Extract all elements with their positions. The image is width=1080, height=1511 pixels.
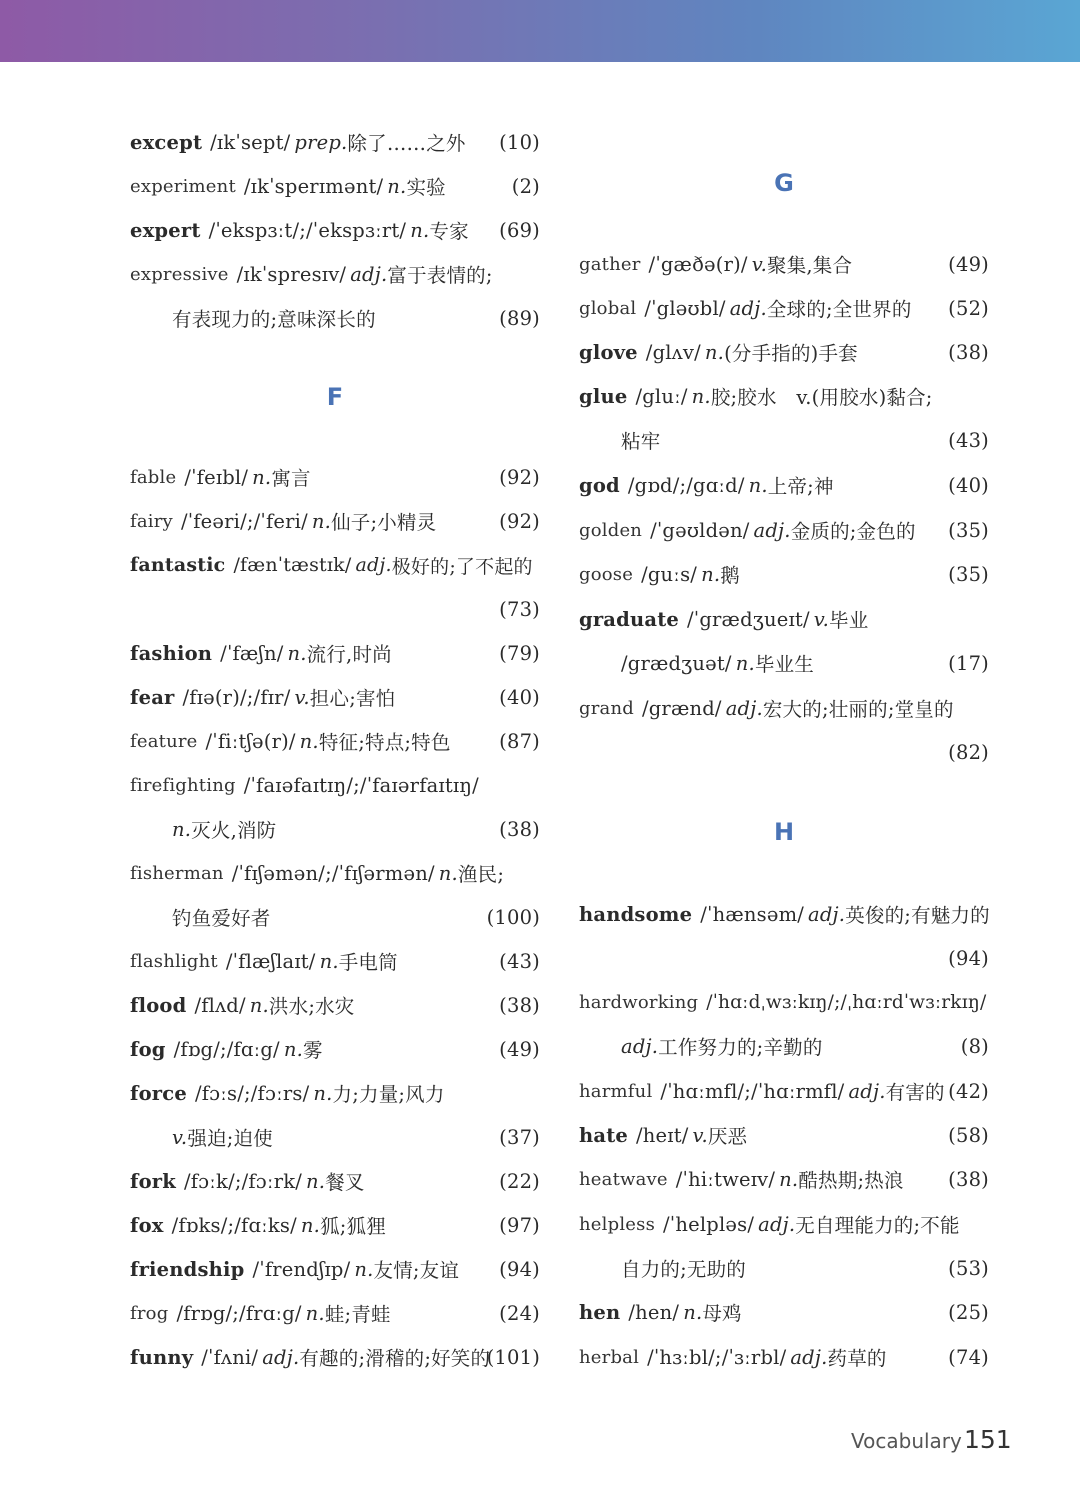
part-of-speech: adj. — [790, 1345, 828, 1369]
part-of-speech: n. — [438, 861, 458, 885]
page-ref: (38) — [499, 817, 540, 841]
phonetic: /ˈhelpləs/ — [663, 1212, 755, 1236]
page-ref: (58) — [948, 1123, 989, 1147]
entry-line — [130, 1034, 540, 1064]
phonetic: /ˈflæʃlaɪt/ — [225, 949, 316, 973]
definition: 厌恶 — [707, 1125, 748, 1148]
headword: frog — [130, 1302, 169, 1324]
phonetic: /ˈhɑːmfl/;/ˈhɑːrmfl/ — [660, 1079, 845, 1103]
page-ref: (100) — [486, 905, 540, 929]
page-ref: (2) — [511, 174, 540, 198]
phonetic: /ˈhænsəm/ — [700, 902, 805, 926]
definition: 寓言 — [271, 467, 311, 490]
entry-line — [130, 303, 540, 333]
phonetic: /glʌv/ — [645, 340, 701, 364]
page-ref: (37) — [499, 1125, 540, 1149]
phonetic: /ˈekspɜːt/;/ˈekspɜːrt/ — [208, 218, 407, 242]
phonetic: /fɒks/;/fɑːks/ — [171, 1213, 297, 1237]
page-ref: (53) — [948, 1256, 989, 1280]
phonetic: /ɪkˈsperɪmənt/ — [243, 174, 384, 198]
entry-line — [130, 127, 540, 157]
part-of-speech: n. — [172, 817, 192, 841]
phonetic: /fɒg/;/fɑːg/ — [173, 1037, 280, 1061]
entry-line — [130, 726, 540, 756]
headword: glue — [579, 384, 628, 408]
headword: flood — [130, 993, 187, 1017]
entry-line — [130, 259, 540, 289]
headword: expert — [130, 218, 201, 242]
part-of-speech: n. — [299, 729, 319, 753]
section-letter-h: H — [773, 818, 795, 846]
headword: hen — [579, 1300, 621, 1324]
page-ref: (89) — [499, 306, 540, 330]
entry-line — [579, 1297, 989, 1327]
part-of-speech: n. — [704, 340, 725, 364]
part-of-speech: adj. — [848, 1079, 886, 1103]
phonetic: /ˈfeɪbl/ — [184, 465, 249, 489]
definition: 毕业 — [829, 609, 869, 632]
definition: 除了……之外 — [347, 132, 466, 155]
definition: 有表现力的;意味深长的 — [172, 308, 376, 331]
part-of-speech: n. — [691, 384, 711, 408]
headword: fable — [130, 466, 177, 488]
phonetic: /hen/ — [628, 1300, 680, 1324]
definition: 自力的;无助的 — [621, 1258, 746, 1281]
part-of-speech: v. — [692, 1123, 708, 1147]
entry-line — [130, 1298, 540, 1328]
entry-line — [130, 462, 540, 492]
phonetic: /ˈfeəri/;/ˈferi/ — [180, 509, 308, 533]
entry-line — [130, 1078, 540, 1108]
phonetic: /ˈfæʃn/ — [220, 641, 284, 665]
headword: firefighting — [130, 774, 236, 796]
phonetic: /flʌd/ — [194, 993, 246, 1017]
section-letter-f: F — [326, 383, 344, 411]
entry-line — [579, 515, 989, 545]
section-letter-g: G — [774, 169, 794, 197]
header-banner — [0, 0, 1080, 62]
page-ref: (74) — [948, 1345, 989, 1369]
definition: 蛙;青蛙 — [324, 1303, 391, 1326]
part-of-speech: adj. — [621, 1034, 659, 1058]
page-ref: (92) — [499, 509, 540, 533]
entry-line — [579, 1120, 989, 1150]
definition: 金质的;金色的 — [790, 520, 916, 543]
headword: expressive — [130, 263, 229, 285]
footer-page-number: 151 — [964, 1425, 1012, 1454]
entry-line — [579, 648, 989, 678]
phonetic: /ˈgæðə(r)/ — [648, 252, 748, 276]
entry-line — [579, 249, 989, 279]
page-ref: (38) — [499, 993, 540, 1017]
part-of-speech: adj. — [350, 262, 388, 286]
page-ref: (35) — [948, 518, 989, 542]
page-ref: (52) — [948, 296, 989, 320]
part-of-speech: n. — [410, 218, 430, 242]
phonetic: /ˈgəʊldən/ — [650, 518, 750, 542]
definition: 有趣的;滑稽的;好笑的 — [299, 1347, 491, 1370]
part-of-speech: adj. — [729, 296, 767, 320]
phonetic: /fænˈtæstɪk/ — [233, 554, 352, 576]
definition: 雾 — [303, 1039, 323, 1062]
page-ref: (17) — [948, 651, 989, 675]
page-ref: (25) — [948, 1300, 989, 1324]
definition: 粘牢 — [621, 430, 661, 453]
headword: graduate — [579, 607, 680, 631]
headword: grand — [579, 697, 634, 719]
entry-line — [579, 1164, 989, 1194]
phonetic: /ˈfaɪəfaɪtɪŋ/;/ˈfaɪərfaɪtɪŋ/ — [243, 773, 479, 797]
part-of-speech: n. — [683, 1300, 703, 1324]
part-of-speech: n. — [287, 641, 307, 665]
entry-line — [130, 990, 540, 1020]
part-of-speech: v. — [172, 1125, 188, 1149]
page-ref: (40) — [948, 473, 989, 497]
definition: 洪水;水灾 — [268, 995, 355, 1018]
part-of-speech: n. — [748, 473, 768, 497]
headword: fox — [130, 1213, 164, 1237]
phonetic: /ˈgrædʒueɪt/ — [687, 607, 810, 631]
definition: 有害的 — [885, 1081, 945, 1104]
page-ref: (22) — [499, 1169, 540, 1193]
entry-line — [130, 1166, 540, 1196]
headword: flashlight — [130, 950, 218, 972]
definition: 钓鱼爱好者 — [172, 907, 271, 930]
entry-line — [130, 814, 540, 844]
part-of-speech: n. — [311, 509, 332, 533]
page-ref: (82) — [948, 740, 989, 764]
definition: 聚集,集合 — [767, 254, 853, 277]
headword: harmful — [579, 1080, 653, 1102]
phonetic: /ɪkˈspresɪv/ — [236, 262, 347, 286]
headword: handsome — [579, 902, 693, 926]
entry-line — [579, 737, 989, 767]
definition: 宏大的;壮丽的;堂皇的 — [762, 698, 954, 721]
definition: 专家 — [429, 220, 469, 243]
page-ref: (35) — [948, 562, 989, 586]
definition: 富于表情的; — [387, 264, 493, 287]
phonetic: /fɔːk/;/fɔːrk/ — [183, 1169, 303, 1193]
entry-line — [579, 604, 989, 634]
entry-line — [579, 1209, 989, 1239]
headword: fog — [130, 1037, 166, 1061]
headword: helpless — [579, 1213, 656, 1235]
headword: glove — [579, 340, 638, 364]
entry-line — [130, 1122, 540, 1152]
part-of-speech: v. — [294, 685, 310, 709]
page-ref: (94) — [948, 946, 989, 970]
page-ref: (38) — [948, 1167, 989, 1191]
definition: 胶;胶水 v.(用胶水)黏合; — [710, 386, 933, 409]
phonetic: /gluː/ — [635, 384, 688, 408]
headword: force — [130, 1081, 187, 1105]
phonetic: /grædʒuət/ — [621, 651, 732, 675]
part-of-speech: v. — [751, 252, 767, 276]
phonetic: /heɪt/ — [636, 1123, 689, 1147]
part-of-speech: adj. — [758, 1212, 796, 1236]
headword: herbal — [579, 1346, 640, 1368]
phonetic: /ˈhɑːdˌwɜːkɪŋ/;/ˌhɑːrdˈwɜːrkɪŋ/ — [706, 991, 987, 1013]
definition: (分手指的)手套 — [724, 342, 858, 365]
definition: 药草的 — [827, 1347, 887, 1370]
headword: fisherman — [130, 862, 224, 884]
part-of-speech: n. — [283, 1037, 303, 1061]
part-of-speech: adj. — [725, 696, 763, 720]
phonetic: /fɪə(r)/;/fɪr/ — [182, 685, 291, 709]
page-ref: (49) — [499, 1037, 540, 1061]
definition: 实验 — [406, 176, 446, 199]
definition: 工作努力的;辛勤的 — [658, 1036, 823, 1059]
headword: except — [130, 130, 203, 154]
phonetic: /ˈhiːtweɪv/ — [675, 1167, 776, 1191]
headword: god — [579, 473, 620, 497]
page-ref: (24) — [499, 1301, 540, 1325]
part-of-speech: n. — [779, 1167, 799, 1191]
phonetic: /frɒg/;/frɑːg/ — [176, 1301, 302, 1325]
headword: hate — [579, 1123, 629, 1147]
part-of-speech: adj. — [355, 554, 392, 576]
entry-line — [579, 470, 989, 500]
definition: 强迫;迫使 — [187, 1127, 273, 1150]
entry-line — [579, 943, 989, 973]
part-of-speech: v. — [813, 607, 830, 631]
entry-line — [579, 1253, 989, 1283]
definition: 酷热期;热浪 — [798, 1169, 904, 1192]
headword: feature — [130, 730, 198, 752]
headword: fashion — [130, 641, 213, 665]
phonetic: /ˈfʌni/ — [201, 1345, 259, 1369]
entry-line — [130, 638, 540, 668]
part-of-speech: adj. — [753, 518, 791, 542]
headword: fork — [130, 1169, 176, 1193]
page-ref: (43) — [948, 428, 989, 452]
headword: global — [579, 297, 637, 319]
part-of-speech: n. — [305, 1301, 325, 1325]
headword: goose — [579, 563, 634, 585]
entry-line — [579, 559, 989, 589]
page-ref: (69) — [499, 218, 540, 242]
definition: 鹅 — [720, 564, 740, 587]
entry-line — [130, 682, 540, 712]
headword: hardworking — [579, 991, 699, 1013]
entry-line — [579, 1031, 989, 1061]
entry-line — [579, 293, 989, 323]
phonetic: /ˈgləʊbl/ — [644, 296, 726, 320]
headword: gather — [579, 253, 641, 275]
definition: 流行,时尚 — [306, 643, 392, 666]
definition: 英俊的;有魅力的 — [845, 904, 990, 927]
page-ref: (79) — [499, 641, 540, 665]
headword: golden — [579, 519, 643, 541]
definition: 特征;特点;特色 — [318, 731, 451, 754]
phonetic: /ˈhɜːbl/;/ˈɜːrbl/ — [647, 1345, 787, 1369]
entry-line — [130, 902, 540, 932]
entry-line — [130, 594, 540, 624]
entry-line — [130, 858, 540, 888]
part-of-speech: n. — [354, 1257, 374, 1281]
page-ref: (49) — [948, 252, 989, 276]
page-ref: (10) — [499, 130, 540, 154]
part-of-speech: n. — [306, 1169, 326, 1193]
entry-line — [579, 1076, 989, 1106]
definition: 仙子;小精灵 — [331, 511, 437, 534]
page-ref: (40) — [499, 685, 540, 709]
page-ref: (92) — [499, 465, 540, 489]
phonetic: /ˈfrendʃɪp/ — [252, 1257, 351, 1281]
part-of-speech: prep. — [294, 130, 348, 154]
definition: 母鸡 — [702, 1302, 742, 1325]
definition: 全球的;全世界的 — [766, 298, 912, 321]
headword: fairy — [130, 510, 173, 532]
part-of-speech: adj. — [262, 1345, 300, 1369]
entry-line — [130, 1210, 540, 1240]
definition: 灭火,消防 — [191, 819, 277, 842]
phonetic: /ˈfiːtʃə(r)/ — [205, 729, 296, 753]
page-ref: (43) — [499, 949, 540, 973]
definition: 上帝;神 — [767, 475, 834, 498]
definition: 手电筒 — [338, 951, 398, 974]
part-of-speech: n. — [300, 1213, 321, 1237]
entry-line — [130, 946, 540, 976]
part-of-speech: n. — [313, 1081, 333, 1105]
entry-line — [579, 987, 989, 1017]
entry-line — [579, 337, 989, 367]
phonetic: /ɪkˈsept/ — [210, 130, 291, 154]
entry-line — [130, 1254, 540, 1284]
definition: 力;力量;风力 — [332, 1083, 445, 1106]
entry-line — [130, 506, 540, 536]
definition: 毕业生 — [754, 653, 814, 676]
page-ref: (94) — [499, 1257, 540, 1281]
headword: experiment — [130, 175, 236, 197]
page-ref: (42) — [948, 1079, 989, 1103]
entry-line — [579, 425, 989, 455]
entry-line — [130, 215, 540, 245]
definition: 极好的;了不起的 — [391, 555, 533, 578]
definition: 狐;狐狸 — [320, 1215, 386, 1238]
part-of-speech: n. — [735, 651, 755, 675]
definition: 渔民; — [457, 863, 505, 886]
part-of-speech: n. — [701, 562, 721, 586]
part-of-speech: n. — [252, 465, 272, 489]
page-ref: (8) — [960, 1034, 989, 1058]
entry-line — [130, 550, 540, 580]
entry-line — [130, 770, 540, 800]
phonetic: /grænd/ — [641, 696, 722, 720]
headword: fear — [130, 685, 175, 709]
headword: fantastic — [130, 554, 226, 576]
definition: 友情;友谊 — [373, 1259, 460, 1282]
definition: 无自理能力的;不能 — [795, 1214, 960, 1237]
page-ref: (101) — [486, 1345, 540, 1369]
entry-line — [130, 1342, 540, 1372]
part-of-speech: n. — [249, 993, 269, 1017]
phonetic: /fɔːs/;/fɔːrs/ — [194, 1081, 310, 1105]
entry-line — [130, 171, 540, 201]
page-ref: (73) — [499, 597, 540, 621]
entry-line — [579, 1342, 989, 1372]
entry-line — [579, 899, 989, 929]
phonetic: /gɒd/;/gɑːd/ — [627, 473, 745, 497]
entry-line — [579, 693, 989, 723]
phonetic: /ˈfɪʃəmən/;/ˈfɪʃərmən/ — [231, 861, 435, 885]
part-of-speech: n. — [319, 949, 339, 973]
headword: heatwave — [579, 1168, 668, 1190]
part-of-speech: n. — [387, 174, 407, 198]
page-ref: (97) — [499, 1213, 540, 1237]
headword: friendship — [130, 1257, 245, 1281]
page-ref: (38) — [948, 340, 989, 364]
part-of-speech: adj. — [808, 902, 846, 926]
page-ref: (87) — [499, 729, 540, 753]
headword: funny — [130, 1345, 194, 1369]
phonetic: /guːs/ — [641, 562, 698, 586]
definition: 餐叉 — [325, 1171, 365, 1194]
entry-line — [579, 381, 989, 411]
definition: 担心;害怕 — [309, 687, 396, 710]
footer-label: Vocabulary — [851, 1429, 962, 1453]
